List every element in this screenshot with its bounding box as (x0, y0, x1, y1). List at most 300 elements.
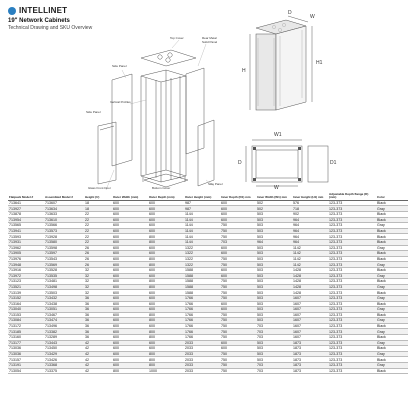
table-cell: 42 (84, 346, 112, 352)
table-cell: 600 (112, 239, 148, 245)
table-cell: 1142 (292, 256, 328, 262)
table-cell: 750 (220, 295, 256, 301)
table-cell: 718 (292, 206, 328, 212)
table-cell: 600 (220, 251, 256, 257)
table-cell: 36 (84, 329, 112, 335)
table-cell: 123-373 (328, 295, 376, 301)
table-cell: 964 (256, 239, 292, 245)
table-cell: 750 (220, 228, 256, 234)
table-cell: 750 (220, 290, 256, 296)
table-cell: 36 (84, 318, 112, 324)
table-cell: 1322 (184, 262, 220, 268)
table-cell: 503 (256, 279, 292, 285)
table-cell: 22 (84, 223, 112, 229)
table-cell: 26 (84, 262, 112, 268)
table-cell: 26 (84, 251, 112, 257)
table-cell: 18 (84, 200, 112, 206)
dim-w-top: W (310, 14, 315, 20)
table-cell: 713481 (44, 279, 84, 285)
table-cell: 503 (256, 307, 292, 313)
table-cell: Gray (376, 340, 408, 346)
column-header: Inner Height (H1) mm (292, 192, 328, 200)
page-title: 19" Network Cabinets (8, 18, 70, 24)
table-cell: 123-373 (328, 290, 376, 296)
table-cell: 1142 (292, 262, 328, 268)
table-cell: 600 (112, 234, 148, 240)
table-cell: 750 (220, 351, 256, 357)
table-cell: 503 (256, 245, 292, 251)
table-cell: 600 (220, 200, 256, 206)
table-cell: 713474 (44, 318, 84, 324)
table-cell: 600 (220, 307, 256, 313)
table-cell: 713443 (44, 340, 84, 346)
table-cell: 600 (148, 228, 184, 234)
column-header: Adjustable Depth flange (D) (mm) (328, 192, 376, 200)
table-cell: 1000 (148, 368, 184, 374)
table-cell: 902 (292, 212, 328, 218)
table-cell: 713521 (8, 284, 44, 290)
table-cell: 123-373 (328, 239, 376, 245)
table-cell: 123-373 (328, 234, 376, 240)
table-cell: 800 (148, 312, 184, 318)
dim-h1: H1 (316, 60, 323, 66)
table-cell: 964 (292, 223, 328, 229)
table-cell: Black (376, 301, 408, 307)
table-cell: 713948 (8, 262, 44, 268)
table-cell: 22 (84, 228, 112, 234)
rear-panel-shape (186, 68, 204, 154)
table-cell: 1607 (292, 301, 328, 307)
table-cell: 600 (148, 301, 184, 307)
table-cell: 502 (256, 200, 292, 206)
table-cell: 800 (148, 284, 184, 290)
column-header: Inner Depth (D1) mm (220, 192, 256, 200)
table-cell: 32 (84, 279, 112, 285)
table-cell: 713426 (44, 357, 84, 363)
table-cell: 600 (112, 217, 148, 223)
table-cell: 600 (112, 279, 148, 285)
table-cell: 123-373 (328, 357, 376, 363)
brand-logo (8, 6, 67, 15)
table-cell: 713467 (44, 312, 84, 318)
table-cell: 1142 (292, 245, 328, 251)
table-cell: 123-373 (328, 346, 376, 352)
dim-h: H (242, 68, 246, 74)
table-cell: 1766 (184, 295, 220, 301)
table-cell: 1144 (184, 239, 220, 245)
table-cell: 713528 (44, 267, 84, 273)
table-cell: 600 (220, 301, 256, 307)
table-cell: 600 (220, 267, 256, 273)
table-cell: 1607 (292, 335, 328, 341)
table-cell: 123-373 (328, 212, 376, 218)
table-cell: 1322 (184, 245, 220, 251)
table-cell: 600 (148, 223, 184, 229)
table-cell: 800 (112, 368, 148, 374)
table-cell: 503 (256, 351, 292, 357)
table-cell: 600 (112, 284, 148, 290)
table-cell: 800 (148, 234, 184, 240)
table-cell: 1766 (184, 301, 220, 307)
table-cell: 1873 (292, 340, 328, 346)
table-cell: 1766 (184, 307, 220, 313)
table-cell: 36 (84, 335, 112, 341)
table-cell: 600 (112, 363, 148, 369)
sku-table (8, 192, 408, 374)
table-cell: Black (376, 279, 408, 285)
table-cell: 713535 (44, 273, 84, 279)
table-cell: 123-373 (328, 223, 376, 229)
table-cell: 964 (292, 239, 328, 245)
table-cell: 713152 (8, 295, 44, 301)
table-cell: 1428 (292, 290, 328, 296)
table-cell: 600 (148, 273, 184, 279)
table-cell: 713931 (8, 239, 44, 245)
table-cell: 503 (256, 284, 292, 290)
left-side-panel-shape (112, 74, 132, 166)
table-cell: 600 (112, 323, 148, 329)
table-cell: 713438 (44, 301, 84, 307)
table-cell: 713289 (44, 335, 84, 341)
dim-d-top: D (288, 10, 292, 16)
assembled-cabinet-svg (236, 10, 412, 118)
table-cell: 123-373 (328, 340, 376, 346)
table-cell: 600 (148, 206, 184, 212)
table-cell: 1873 (292, 346, 328, 352)
label-vertical-profiles: Vertical Profiles (110, 100, 131, 104)
table-cell: 713498 (44, 284, 84, 290)
table-cell: 600 (148, 217, 184, 223)
table-cell: 600 (148, 307, 184, 313)
table-cell: 964 (292, 228, 328, 234)
table-cell: 600 (112, 351, 148, 357)
table-cell: 1607 (292, 318, 328, 324)
table-cell: Gray (376, 223, 408, 229)
table-cell: 1322 (184, 256, 220, 262)
table-cell: 123-373 (328, 351, 376, 357)
table-cell: 703 (256, 368, 292, 374)
table-cell: 26 (84, 256, 112, 262)
table-cell: 600 (220, 346, 256, 352)
table-cell: Black (376, 368, 408, 374)
table-cell: 503 (256, 228, 292, 234)
exploded-view-drawing (86, 30, 236, 190)
table-cell: 600 (112, 262, 148, 268)
table-cell: 800 (148, 363, 184, 369)
table-cell: 1766 (184, 318, 220, 324)
table-cell: 1428 (292, 279, 328, 285)
table-cell: 123-373 (328, 301, 376, 307)
table-cell: Gray (376, 329, 408, 335)
table-cell: 503 (256, 340, 292, 346)
table-cell: 750 (220, 234, 256, 240)
table-cell: 42 (84, 368, 112, 374)
column-header: Color (376, 192, 408, 200)
table-cell: 32 (84, 267, 112, 273)
table-cell: 713036 (8, 346, 44, 352)
table-cell: 964 (292, 234, 328, 240)
table-cell: 1428 (292, 273, 328, 279)
table-cell: 600 (148, 295, 184, 301)
table-cell: 123-373 (328, 335, 376, 341)
table-cell: 26 (84, 245, 112, 251)
table-cell: 713040 (8, 307, 44, 313)
table-cell: Gray (376, 245, 408, 251)
table-cell: 1144 (184, 228, 220, 234)
table-cell: 713878 (8, 212, 44, 218)
column-header: Inner Width (W1) mm (256, 192, 292, 200)
table-cell: 32 (84, 284, 112, 290)
table-cell: Black (376, 200, 408, 206)
table-cell: 503 (256, 212, 292, 218)
table-cell: 600 (220, 212, 256, 218)
table-cell: 713607 (44, 200, 84, 206)
table-cell: 1144 (184, 223, 220, 229)
dim-w-plan: W (274, 185, 279, 191)
table-cell: Black (376, 290, 408, 296)
table-cell: 713916 (8, 267, 44, 273)
table-cell: 713172 (8, 323, 44, 329)
column-header: Height (U) (84, 192, 112, 200)
table-cell: Black (376, 323, 408, 329)
table-cell: 1607 (292, 323, 328, 329)
table-cell: 1766 (184, 323, 220, 329)
table-cell: 42 (84, 340, 112, 346)
dim-w1: W1 (274, 132, 282, 138)
table-cell: Gray (376, 284, 408, 290)
page-subtitle: Technical Drawing and SKU Overview (8, 25, 93, 31)
table-cell: 750 (220, 256, 256, 262)
table-cell: 1766 (184, 329, 220, 335)
table-cell: 713641 (8, 200, 44, 206)
table-cell: Gray (376, 273, 408, 279)
table-cell: 1588 (184, 279, 220, 285)
table-cell: 36 (84, 295, 112, 301)
table-cell: 800 (148, 351, 184, 357)
exploded-cabinet-svg (86, 30, 236, 190)
table-cell: 36 (84, 307, 112, 313)
table-cell: 600 (112, 335, 148, 341)
table-cell: 713972 (8, 273, 44, 279)
table-cell: 600 (112, 228, 148, 234)
table-cell: 713954 (8, 217, 44, 223)
table-cell: 600 (112, 273, 148, 279)
table-cell: 503 (256, 290, 292, 296)
table-cell: Black (376, 239, 408, 245)
table-cell: 713153 (8, 312, 44, 318)
table-cell: 32 (84, 290, 112, 296)
table-cell: 503 (256, 262, 292, 268)
table-cell: 1607 (292, 312, 328, 318)
table-cell: 600 (112, 251, 148, 257)
table-cell: 1322 (184, 251, 220, 257)
table-cell: 713610 (44, 217, 84, 223)
table-cell: 123-373 (328, 217, 376, 223)
table-cell: 123-373 (328, 279, 376, 285)
table-cell: 750 (220, 312, 256, 318)
table-cell: 713633 (44, 212, 84, 218)
table-cell: 36 (84, 301, 112, 307)
table-cell: 800 (148, 262, 184, 268)
table-cell: 1428 (292, 267, 328, 273)
right-side-panel-shape (198, 120, 214, 186)
table-cell: Gray (376, 363, 408, 369)
table-cell: 123-373 (328, 206, 376, 212)
table-cell: 600 (148, 290, 184, 296)
table-cell: 600 (148, 340, 184, 346)
table-cell: 713634 (44, 206, 84, 212)
dim-d1: D1 (330, 160, 337, 166)
table-cell: 600 (112, 290, 148, 296)
table-header-row (8, 192, 408, 200)
table-body (8, 200, 408, 373)
table-cell: 503 (256, 267, 292, 273)
table-cell: 800 (148, 279, 184, 285)
table-cell: 600 (112, 301, 148, 307)
logo-dot-icon (8, 7, 16, 15)
table-cell: 503 (256, 234, 292, 240)
label-glass-front-door: Glass Front Door (88, 186, 111, 190)
table-cell: 22 (84, 212, 112, 218)
assembled-view-drawing (236, 10, 412, 118)
table-cell: 600 (112, 256, 148, 262)
table-cell: 1428 (292, 284, 328, 290)
table-cell: 750 (220, 279, 256, 285)
table-cell: 800 (148, 329, 184, 335)
table-cell: Gray (376, 351, 408, 357)
table-cell: 123-373 (328, 245, 376, 251)
table-cell: Black (376, 357, 408, 363)
table-cell: 600 (112, 318, 148, 324)
table-cell: 713941 (8, 228, 44, 234)
table-cell: 713543 (44, 256, 84, 262)
table-cell: 503 (256, 223, 292, 229)
table-cell: 600 (220, 340, 256, 346)
table-cell: 123-373 (328, 267, 376, 273)
table-cell: 123-373 (328, 307, 376, 313)
table-cell: 503 (256, 357, 292, 363)
column-header: Outer Width (mm) (112, 192, 148, 200)
table-cell: 713382 (44, 329, 84, 335)
table-cell: Gray (376, 206, 408, 212)
table-cell: 750 (220, 329, 256, 335)
table-cell: Black (376, 251, 408, 257)
table-cell: 123-373 (328, 363, 376, 369)
table-cell: 2033 (184, 363, 220, 369)
label-top-cover: Top Cover (170, 36, 184, 40)
table-cell: 123-373 (328, 200, 376, 206)
plan-view-svg (236, 126, 412, 192)
table-cell: 713566 (44, 223, 84, 229)
table-cell: 1766 (184, 312, 220, 318)
table-cell: 713573 (44, 228, 84, 234)
table-cell: 600 (112, 312, 148, 318)
table-cell: 703 (220, 239, 256, 245)
label-bottom-cover: Bottom Cover (152, 186, 171, 190)
table-cell: 713177 (8, 340, 44, 346)
table-cell: 713185 (8, 329, 44, 335)
table-cell: 1607 (292, 329, 328, 335)
table-cell: 42 (84, 357, 112, 363)
table-cell: 503 (256, 312, 292, 318)
table-cell: 713123 (8, 279, 44, 285)
table-cell: 703 (256, 363, 292, 369)
table-cell: 713593 (8, 234, 44, 240)
table-cell: 123-373 (328, 329, 376, 335)
label-side-panel-left: Side Panel (86, 110, 101, 114)
table-cell: 713962 (8, 245, 44, 251)
column-header: Outer Depth (mm) (148, 192, 184, 200)
table-cell: 713432 (44, 295, 84, 301)
table-cell: 123-373 (328, 262, 376, 268)
table-cell: 750 (220, 363, 256, 369)
table-cell: Black (376, 228, 408, 234)
table-cell: Gray (376, 318, 408, 324)
table-cell: 1144 (184, 217, 220, 223)
table-cell: 600 (148, 200, 184, 206)
table-cell: 713054 (8, 368, 44, 374)
table-cell: 1873 (292, 351, 328, 357)
table-row (8, 368, 408, 374)
table-cell: 600 (112, 245, 148, 251)
table-cell: 600 (112, 357, 148, 363)
table-cell: Black (376, 212, 408, 218)
table-cell: 123-373 (328, 368, 376, 374)
table-cell: 600 (148, 251, 184, 257)
table-cell: 750 (220, 262, 256, 268)
glass-door-shape (98, 122, 116, 184)
table-cell: 750 (220, 368, 256, 374)
table-cell: 1142 (292, 251, 328, 257)
table-cell: 123-373 (328, 228, 376, 234)
table-cell: 713450 (44, 346, 84, 352)
table-cell: 703 (256, 329, 292, 335)
column-header: Assembled Model # (44, 192, 84, 200)
table-cell: 800 (148, 256, 184, 262)
label-rear-metal: Rear Metal (202, 36, 217, 40)
table-cell: 600 (148, 323, 184, 329)
table-cell: 42 (84, 363, 112, 369)
table-cell: 600 (220, 217, 256, 223)
table-cell: 503 (256, 251, 292, 257)
table-cell: 713565 (8, 223, 44, 229)
table-cell: 36 (84, 323, 112, 329)
table-cell: 502 (256, 206, 292, 212)
table-cell: 503 (256, 301, 292, 307)
table-cell: Black (376, 267, 408, 273)
table-cell: 1144 (184, 234, 220, 240)
table-cell: 600 (112, 223, 148, 229)
table-cell: 36 (84, 312, 112, 318)
table-cell: 22 (84, 239, 112, 245)
table-cell: 713429 (44, 351, 84, 357)
table-cell: 123-373 (328, 312, 376, 318)
table-cell: 22 (84, 234, 112, 240)
table-cell: 713503 (44, 290, 84, 296)
table-cell: 750 (220, 357, 256, 363)
label-side-panel-right: Side Panel (208, 182, 223, 186)
table-cell: 750 (220, 284, 256, 290)
table-cell: 713375 (44, 368, 84, 374)
table-cell: 600 (220, 245, 256, 251)
table-cell: 600 (148, 245, 184, 251)
table-cell: 600 (112, 295, 148, 301)
table-cell: 600 (112, 267, 148, 273)
table-cell: 600 (112, 212, 148, 218)
table-cell: Gray (376, 295, 408, 301)
table-cell: 1144 (184, 212, 220, 218)
table-cell: 123-373 (328, 251, 376, 257)
